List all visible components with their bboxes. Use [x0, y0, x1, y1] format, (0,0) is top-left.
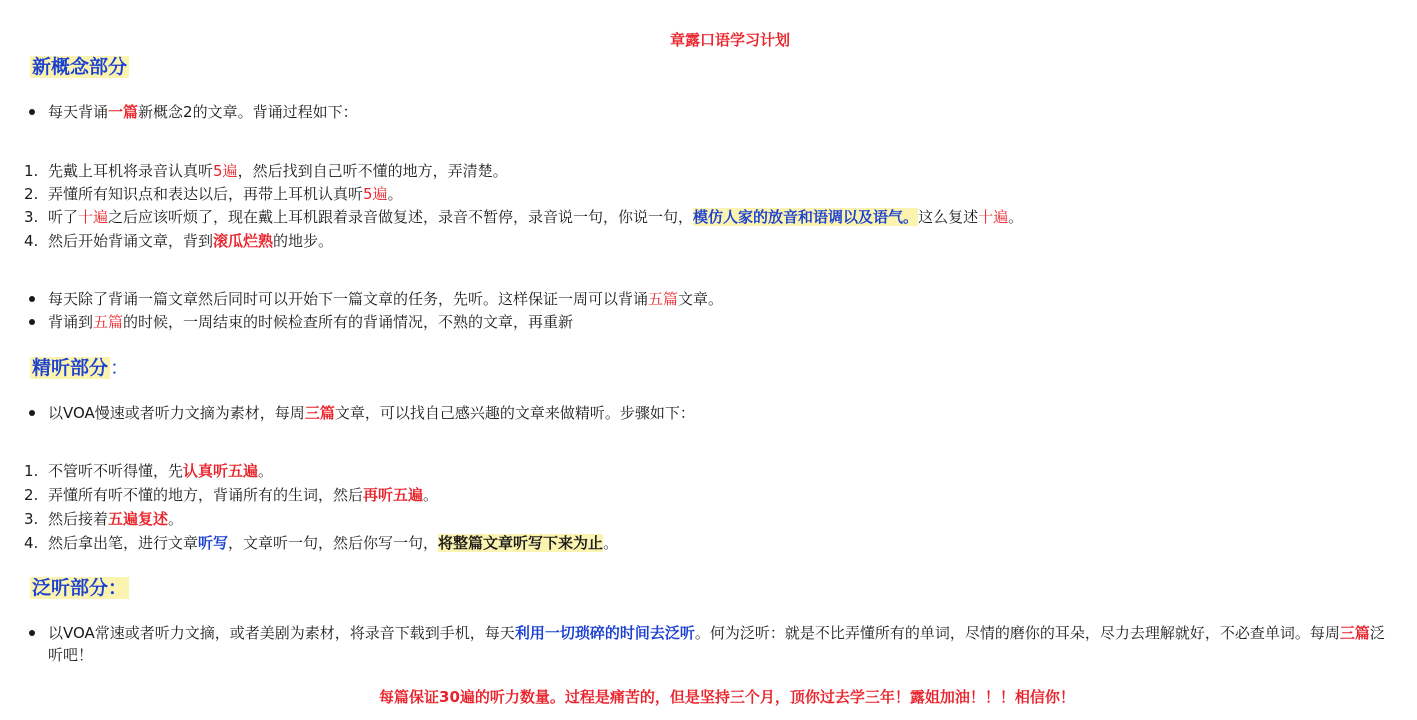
step-item: 不管听不听得懂，先认真听五遍。 [48, 462, 274, 480]
step-number: 4. [24, 534, 39, 552]
section-heading-new-concept [30, 55, 129, 79]
list-item: 每天除了背诵一篇文章然后同时可以开始下一篇文章的任务，先听。这样保证一周可以背诵五篇文章。 [48, 290, 724, 308]
footer-note: 每篇保证30遍的听力数量。过程是痛苦的，但是坚持三个月，顶你过去学三年！露姐加油！！！相信你！ [379, 688, 1075, 706]
bullet-icon [29, 410, 35, 416]
step-item: 弄懂所有知识点和表达以后，再带上耳机认真听5遍。 [48, 185, 403, 203]
section-heading-text: 精听部分 [32, 357, 109, 379]
section-heading-text: 泛听部分： [32, 577, 128, 599]
step-number: 3. [24, 510, 39, 528]
bullet-icon [29, 630, 35, 636]
step-number: 1. [24, 162, 39, 180]
section-heading-text: 新概念部分 [32, 56, 128, 78]
step-item: 然后拿出笔，进行文章听写，文章听一句，然后你写一句，将整篇文章听写下来为止。 [48, 534, 619, 552]
bullet-icon [29, 319, 35, 325]
list-item: 以VOA慢速或者听力文摘为素材，每周三篇文章，可以找自己感兴趣的文章来做精听。步骤如下： [48, 404, 695, 422]
step-item: 听了十遍之后应该听烦了，现在戴上耳机跟着录音做复述，录音不暂停，录音说一句，你说一句，模仿人家的放音和语调以及语气。这么复述十遍。 [48, 208, 1024, 226]
bullet-icon [29, 296, 35, 302]
list-item: 背诵到五篇的时候，一周结束的时候检查所有的背诵情况，不熟的文章，再重新 [48, 313, 574, 331]
step-number: 2. [24, 185, 39, 203]
step-item: 然后开始背诵文章，背到滚瓜烂熟的地步。 [48, 232, 334, 250]
step-number: 2. [24, 486, 39, 504]
step-number: 4. [24, 232, 39, 250]
list-item: 每天背诵一篇新概念2的文章。背诵过程如下： [48, 103, 358, 121]
section-heading-extensive-listening [30, 576, 129, 600]
step-number: 1. [24, 462, 39, 480]
list-item: 以VOA常速或者听力文摘，或者美剧为素材，将录音下载到手机，每天利用一切琐碎的时间去泛听。何为泛听：就是不比弄懂所有的单词，尽情的磨你的耳朵，尽力去理解就好，不必查单词。每周三篇泛听吧！ [48, 624, 1385, 664]
step-item: 弄懂所有听不懂的地方，背诵所有的生词，然后再听五遍。 [48, 486, 439, 504]
section-heading-intensive-listening: 精听部分 ： [32, 357, 130, 379]
page-title: 章露口语学习计划 [669, 31, 790, 49]
step-item: 先戴上耳机将录音认真听5遍，然后找到自己听不懂的地方，弄清楚。 [48, 162, 508, 180]
bullet-icon [29, 109, 35, 115]
step-item: 然后接着五遍复述。 [48, 510, 184, 528]
step-number: 3. [24, 208, 39, 226]
